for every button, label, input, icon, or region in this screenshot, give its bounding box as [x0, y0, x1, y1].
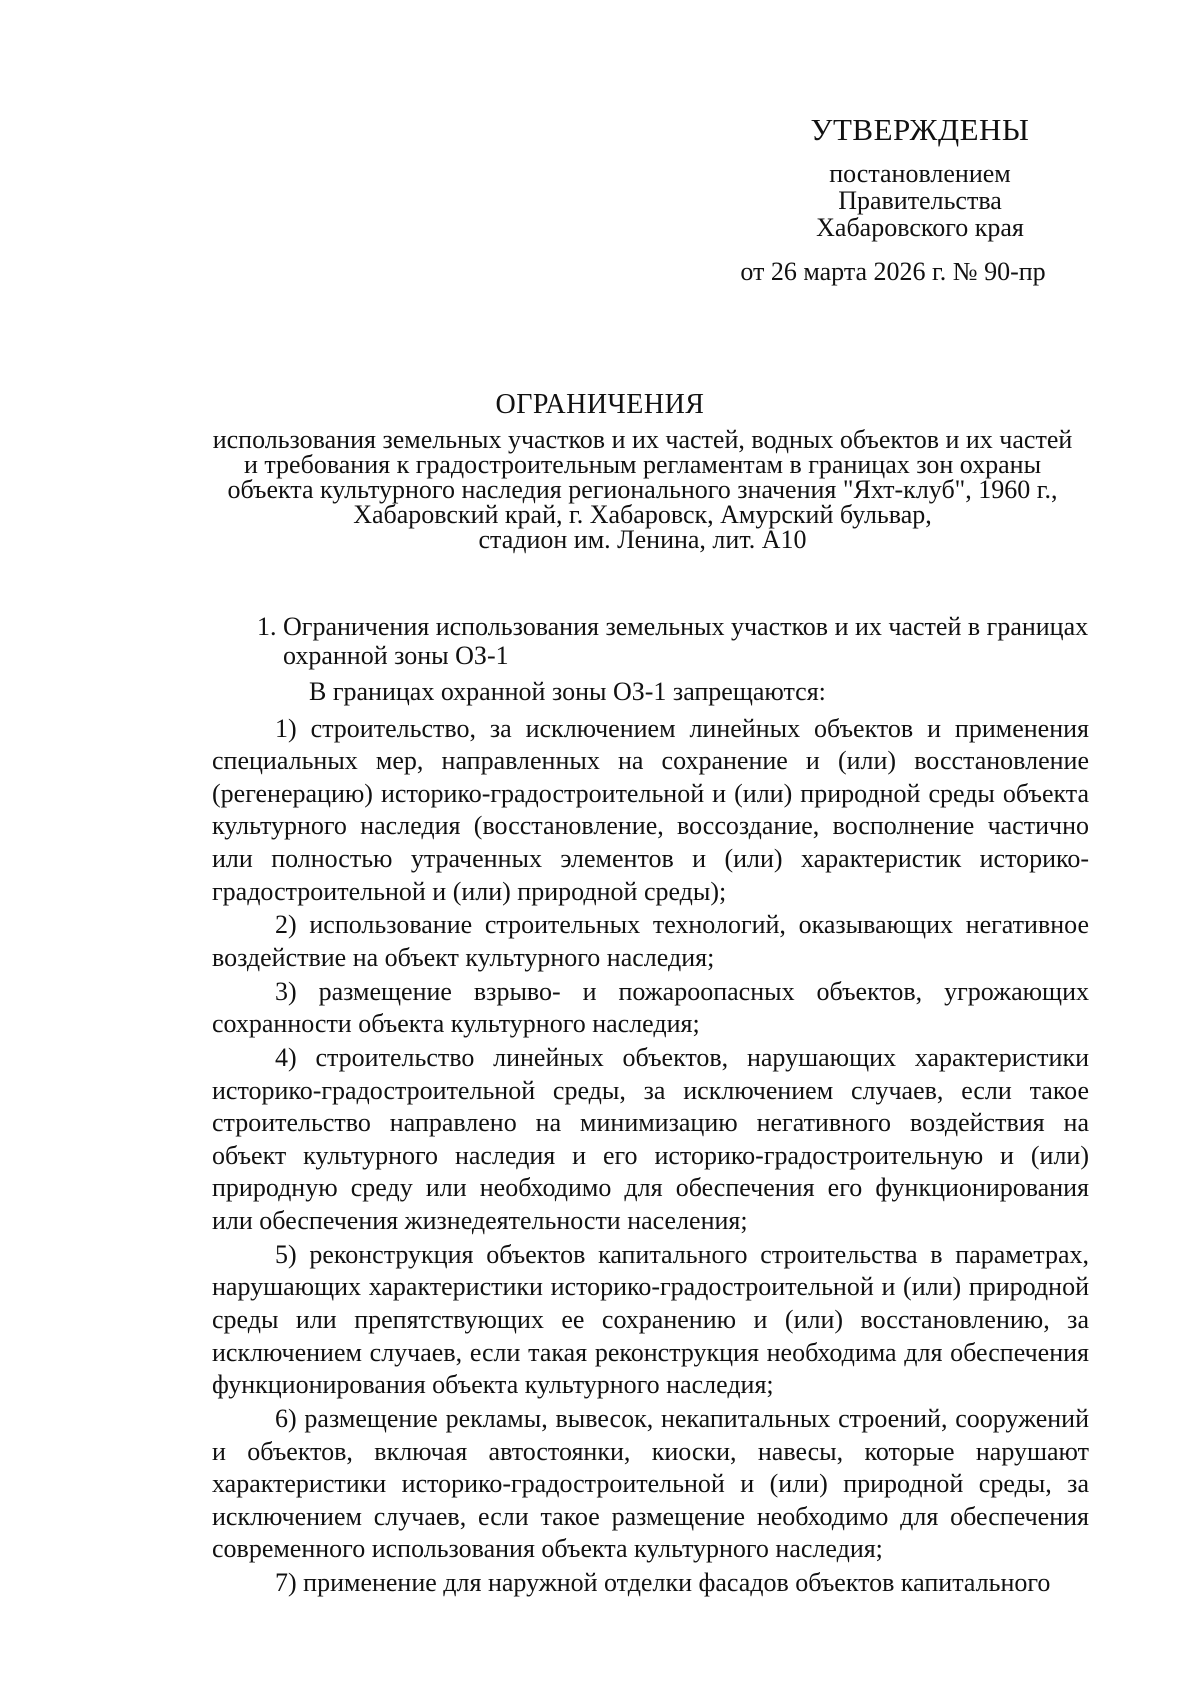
document-body — [212, 676, 1089, 1601]
approval-line-2: Правительства — [838, 186, 1002, 215]
list-item-5: 5) реконструкция объектов капитального строительства в параметрах, нарушающих характеристики историко-градостроительной и (или) природной среды или препятствующих ее сохранению и (или) восстановлению, за исключением случаев, если такая реконструкция необходима для обеспечения функционирования объекта культурного наследия; — [212, 1239, 1089, 1400]
subtitle-line-1: использования земельных участков и их частей, водных объектов и их частей — [212, 425, 1073, 454]
subtitle-line-4: Хабаровский край, г. Хабаровск, Амурский бульвар, — [353, 500, 932, 529]
subtitle-line-5: стадион им. Ленина, лит. А10 — [478, 525, 807, 554]
document-subtitle — [200, 427, 1085, 552]
approval-block — [740, 110, 1080, 287]
subtitle-line-2: и требования к градостроительным регламентам в границах зон охраны — [243, 450, 1042, 479]
list-item-3: 3) размещение взрыво- и пожароопасных объектов, угрожающих сохранности объекта культурного наследия; — [212, 976, 1089, 1039]
approval-line-3: Хабаровского края — [816, 213, 1024, 242]
section-heading-line-2: охранной зоны ОЗ-1 — [283, 641, 509, 670]
approval-line-1: постановлением — [829, 159, 1011, 188]
approval-heading: УТВЕРЖДЕНЫ — [810, 112, 1030, 147]
section-number: 1. — [257, 612, 277, 641]
subtitle-line-3: объекта культурного наследия регионального значения "Яхт-клуб", 1960 г., — [227, 475, 1058, 504]
list-item-7: 7) применение для наружной отделки фасадов объектов капитального — [275, 1568, 1051, 1598]
list-item-2: 2) использование строительных технологий, оказывающих негативное воздействие на объект культурного наследия; — [212, 910, 1089, 972]
document-title: ОГРАНИЧЕНИЯ — [495, 389, 705, 420]
list-item-6: 6) размещение рекламы, вывесок, некапитальных строений, сооружений и объектов, включая автостоянки, киоски, навесы, которые нарушают характеристики историко-градостроительной и (или) природной среды, за исключением случаев, если такое размещение необходимо для обеспечения современного использования объекта культурного наследия; — [212, 1404, 1089, 1564]
intro-paragraph: В границах охранной зоны ОЗ-1 запрещаются: — [309, 677, 826, 706]
list-item-4: 4) строительство линейных объектов, нарушающих характеристики историко-градостроительной среды, за исключением случаев, если такое строительство направлено на минимизацию негативного воздействия на объект культурного наследия и его историко-градостроительную и (или) природную среду или необходимо для обеспечения его функционирования или обеспечения жизнедеятельности населения; — [212, 1043, 1089, 1236]
list-item-1: 1) строительство, за исключением линейных объектов и применения специальных мер, направленных на сохранение и (или) восстановление (регенерацию) историко-градостроительной и (или) природной среды объекта культурного наследия (восстановление, воссоздание, восполнение частично или полностью утраченных элементов и (или) характеристик историко-градостроительной и (или) природной среды); — [212, 713, 1089, 906]
approval-date-line: от 26 марта 2026 г. № 90-пр — [740, 257, 1046, 286]
section-1-heading — [257, 612, 1093, 670]
section-heading-line-1: Ограничения использования земельных участков и их частей в границах — [283, 612, 1089, 641]
